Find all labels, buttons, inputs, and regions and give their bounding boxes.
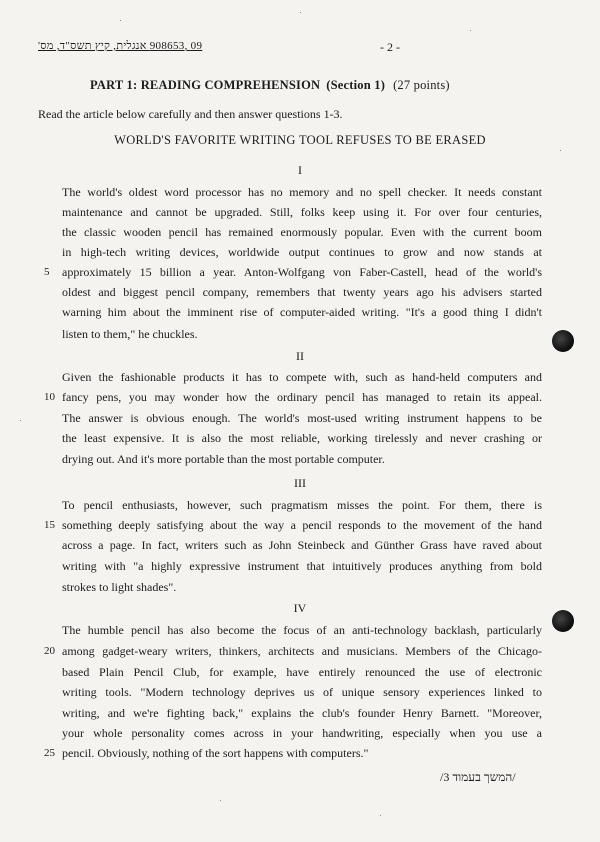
section-numeral: IV: [293, 601, 307, 615]
text-line: writing, and we're fighting back," explains the club's founder Henry Barnett. "Moreover,: [62, 706, 542, 720]
line-number: 20: [44, 645, 55, 657]
text-line: writing tools. "Modern technology deprives us of unique sensory experiences linked to: [62, 685, 542, 699]
line-number: 25: [44, 747, 55, 759]
text-line: the least expensive. It is also the most reliable, working tirelessly and never crashing or: [62, 431, 542, 445]
instructions: Read the article below carefully and then answer questions 1-3.: [38, 107, 343, 121]
text-line: in high-tech writing devices, worldwide output continues to grow and now stands at: [62, 245, 542, 259]
text-line: something deeply satisfying about the way a pencil responds to the movement of the hand: [62, 518, 542, 532]
article-title: WORLD'S FAVORITE WRITING TOOL REFUSES TO BE ERASED: [114, 133, 486, 147]
page-number: - 2 -: [380, 40, 400, 54]
text-line: maintenance and cannot be upgraded. Still, folks keep using it. For over four centuries,: [62, 205, 542, 219]
punch-hole: [552, 610, 574, 632]
text-line: the classic wooden pencil has remained enormously popular. Even with the current boom: [62, 225, 542, 239]
section-numeral: III: [294, 476, 306, 490]
scan-speck: [560, 150, 561, 151]
line-number: 5: [44, 266, 50, 278]
text-line: among gadget-weary writers, thinkers, architects and musicians. Members of the Chicago-: [62, 644, 542, 658]
punch-hole: [552, 330, 574, 352]
text-line: across a page. In fact, writers such as John Steinbeck and Günther Grass have raved about: [62, 538, 542, 552]
scan-speck: [470, 30, 471, 31]
scan-speck: [120, 20, 121, 21]
text-line: The world's oldest word processor has no memory and no spell checker. It needs constant: [62, 185, 542, 199]
scan-speck: [380, 815, 381, 816]
text-line: your whole personality comes across in your handwriting, especially when you use a: [62, 726, 542, 740]
text-line: writing with "a highly expressive instrument that intuitively produces anything from bold: [62, 559, 542, 573]
text-line: approximately 15 billion a year. Anton-Wolfgang von Faber-Castell, head of the world's: [62, 265, 542, 279]
text-line: Given the fashionable products it has to compete with, such as hand-held computers and: [62, 370, 542, 384]
part-label: PART 1: READING COMPREHENSION: [90, 78, 321, 92]
text-line: To pencil enthusiasts, however, such pragmatism misses the point. For them, there is: [62, 498, 542, 512]
text-line: fancy pens, you may wonder how the ordinary pencil has managed to retain its appeal.: [62, 390, 542, 404]
part-points: (27 points): [393, 78, 450, 92]
text-line: pencil. Obviously, nothing of the sort happens with computers.": [62, 746, 369, 760]
section-numeral: I: [298, 163, 302, 177]
scan-speck: [220, 800, 221, 801]
text-line: The humble pencil has also become the focus of an anti-technology backlash, particularly: [62, 623, 542, 637]
text-line: based Plain Pencil Club, for example, have entirely renounced the use of electronic: [62, 665, 542, 679]
continue-note: /המשך בעמוד 3/: [440, 770, 516, 784]
part-section: (Section 1): [326, 78, 386, 92]
text-line: listen to them," he chuckles.: [62, 327, 198, 341]
line-number: 15: [44, 519, 55, 531]
text-line: The answer is obvious enough. The world's most-used writing instrument happens to be: [62, 411, 542, 425]
line-number: 10: [44, 391, 55, 403]
exam-code: 09 ,908653 אנגלית, קיץ תשס"ד, מס': [38, 40, 203, 52]
scan-speck: [20, 420, 21, 421]
text-line: strokes to light shades".: [62, 580, 177, 594]
part-heading: [90, 78, 450, 93]
text-line: drying out. And it's more portable than the most portable computer.: [62, 452, 385, 466]
text-line: oldest and biggest pencil company, remembers that twenty years ago his advisers started: [62, 285, 542, 299]
text-line: warning him about the imminent rise of computer-aided writing. "It's a good thing I didn't: [62, 305, 542, 319]
section-numeral: II: [296, 349, 304, 363]
scan-speck: [300, 12, 301, 13]
